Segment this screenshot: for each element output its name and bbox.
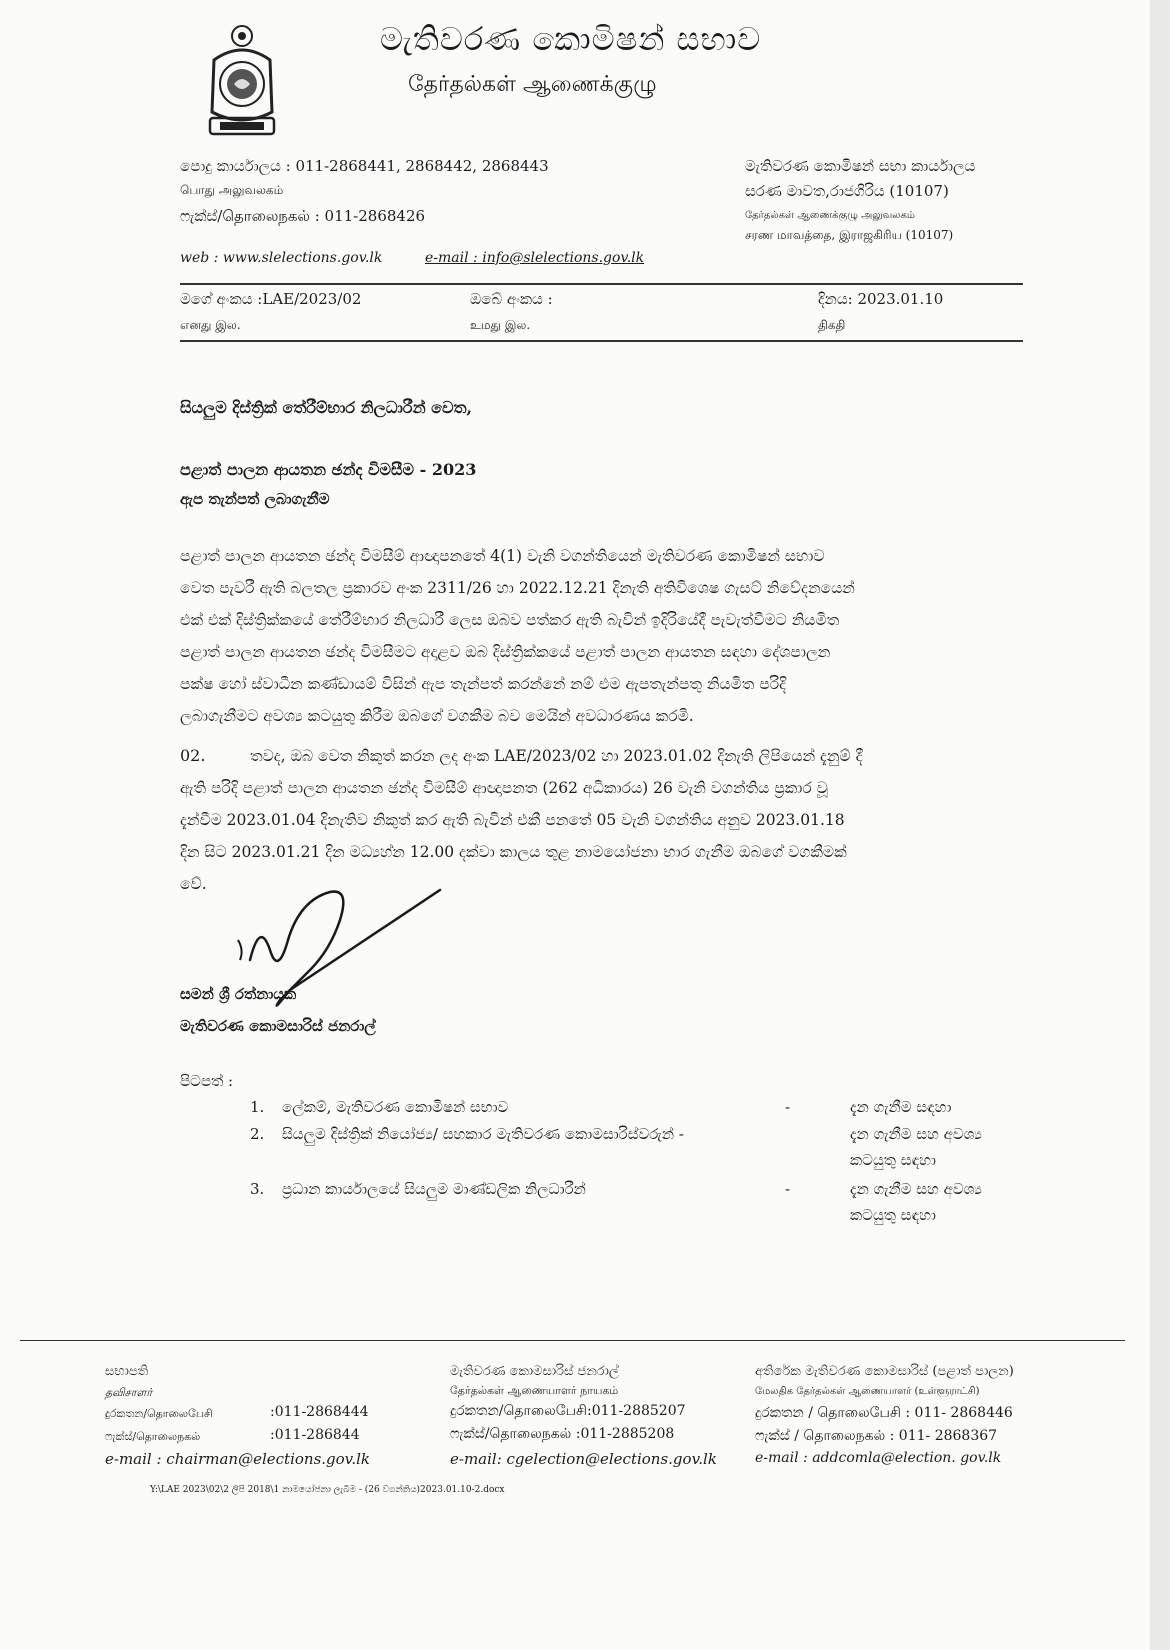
your-ref: ඔබේ අංකය :	[470, 290, 553, 308]
paragraph-2	[180, 740, 1030, 900]
signer-name: සමන් ශ්‍රී රත්නායක	[180, 985, 297, 1003]
paragraph-1	[180, 540, 1030, 732]
footer-chair-title-tamil: தவிசாளர்	[105, 1386, 153, 1399]
document-file-path: Y:\LAE 2023\02\2 ලිපි 2018\1 නාමයෝජනා ලැබීම - (26 වගන්තිය)2023.01.10-2.docx	[150, 1485, 505, 1495]
paragraph-2-line: දැන්වීම 2023.01.04 දිනැතිව නිකුත් කර ඇති බැවින් එකී පනතේ 05 වැනි වගන්තිය අනුව 2023.01.18	[180, 811, 845, 829]
paragraph-1-line: පළාත් පාලන ආයතන ඡන්ද විමසීමට අදාළව ඔබ දිස්ත්‍රික්කයේ පළාත් පාලන ආයතන සඳහා දේශපාලන	[180, 643, 831, 661]
footer-chair-fax-label: ෆැක්ස්/தொலைநகல்	[105, 1430, 201, 1443]
contact-line-3: ෆැක්ස්/தொலைநகல் : 011-2868426	[180, 207, 426, 225]
paragraph-2-number: 02.	[180, 746, 206, 765]
copy-1-purpose: දැන ගැනීම සඳහා	[850, 1098, 952, 1116]
footer-chair-title: සභාපති	[105, 1364, 149, 1379]
copy-2-recipient: සියලුම දිස්ත්‍රික් නියෝජ්‍ය/ සහකාර මැතිවරණ කොමසාරිස්වරුන් -	[282, 1125, 684, 1143]
my-ref: මගේ අංකය :LAE/2023/02	[180, 290, 362, 308]
footer-add-comm-email: e-mail : addcomla@election. gov.lk	[755, 1450, 1002, 1466]
paragraph-1-line: එක් එක් දිස්ත්‍රික්කයේ තේරීම්භාර නිලධාරී ලෙස ඔබව පත්කර ඇති බැවින් ඉදිරියේදී පැවැත්වීමට නියමිත	[180, 611, 840, 629]
org-title-tamil: தேர்தல்கள் ஆணைக்குழு	[408, 72, 657, 97]
header-divider-bottom	[180, 340, 1023, 342]
paragraph-2-line: වේ.	[180, 875, 207, 893]
footer-chair-phone: :011-2868444	[270, 1404, 369, 1420]
paragraph-2-line: ඇති පරිදි පළාත් පාලන ආයතන ඡන්ද විමසීම් ආඥාපනත (262 අධිකාරය) 26 වැනි වගන්තිය ප්‍රකාර වූ	[180, 779, 828, 797]
state-emblem-icon	[200, 20, 284, 138]
footer-cg-email: e-mail: cgelection@elections.gov.lk	[450, 1450, 717, 1468]
signature-image	[230, 880, 470, 1030]
footer-cg-phone: දුරකතන/தொலைபேசி:011-2885207	[450, 1403, 686, 1419]
your-ref-tamil: உமது இல.	[470, 318, 531, 332]
footer-cg-title-tamil: தேர்தல்கள் ஆணையாளர் நாயகம்	[450, 1384, 619, 1397]
footer-add-comm-fax: ෆැක්ස් / தொலைநகல் : 011- 2868367	[755, 1428, 998, 1444]
footer-chair-fax: :011-286844	[270, 1427, 360, 1443]
letter-date-tamil: திகதி	[818, 318, 846, 332]
right-margin-strip	[1150, 0, 1170, 1650]
footer-add-comm-phone: දුරකතන / தொலைபேசி : 011- 2868446	[755, 1405, 1013, 1421]
footer-divider	[20, 1340, 1125, 1341]
copy-2-purpose: දැන ගැනීම සහ අවශ්‍ය	[850, 1125, 982, 1143]
copy-3-purpose: කටයුතු සඳහා	[850, 1206, 936, 1224]
paragraph-1-line: වෙත පැවරී ඇති බලතල ප්‍රකාරව අංක 2311/26 හා 2022.12.21 දිනැති අතිවිශෙෂ ගැසට් නිවේදනයෙන්	[180, 579, 855, 597]
email-link[interactable]: e-mail : info@slelections.gov.lk	[425, 250, 645, 266]
org-title-sinhala: මැතිවරණ කොමිෂන් සභාව	[380, 20, 762, 58]
copy-1-dash: -	[785, 1098, 791, 1116]
address-line-3: தேர்தல்கள் ஆணைக்குழு அலுவலகம்	[745, 210, 915, 221]
copy-3-dash: -	[785, 1180, 791, 1198]
copy-3-recipient: ප්‍රධාන කාර්යාලයේ සියලුම මාණ්ඩලික නිලධාරීන්	[282, 1180, 586, 1198]
letter-date: දිනය: 2023.01.10	[818, 290, 944, 308]
paragraph-1-line: පක්ෂ හෝ ස්වාධීන කණ්ඩායම් විසින් ඇප තැන්පත් කරන්නේ නම් එම ඇපතැන්පතු නියමිත පරිදි	[180, 675, 787, 693]
copy-2-number: 2.	[250, 1125, 265, 1143]
footer-cg-title: මැතිවරණ කොමසාරිස් ජනරාල්	[450, 1364, 619, 1379]
salutation: සියලුම දිස්ත්‍රික් තේරීම්භාර නිලධාරීන් වෙත,	[180, 398, 473, 417]
copy-1-recipient: ලේකම්, මැතිවරණ කොමිෂන් සභාව	[282, 1098, 509, 1116]
signer-title: මැතිවරණ කොමසාරිස් ජනරාල්	[180, 1017, 376, 1035]
footer-add-comm-title: අතිරේක මැතිවරණ කොමසාරිස් (පළාත් පාලන)	[755, 1364, 1014, 1379]
subject-line-1: පළාත් පාලන ආයතන ඡන්ද විමසීම - 2023	[180, 460, 477, 479]
copy-3-purpose: දැන ගැනීම සහ අවශ්‍ය	[850, 1180, 982, 1198]
copy-3-number: 3.	[250, 1180, 265, 1198]
my-ref-tamil: எனது இல.	[180, 318, 241, 332]
header-divider-top	[180, 283, 1023, 285]
address-line-4: சரண மாவத்தை, இராஜகிரிய (10107)	[745, 228, 954, 242]
paragraph-1-line: පළාත් පාලන ආයතන ඡන්ද විමසීම් ආඥාපනතේ 4(1) වැනි වගන්තියෙන් මැතිවරණ කොමිෂන් සභාව	[180, 547, 825, 565]
footer-chair-email: e-mail : chairman@elections.gov.lk	[105, 1450, 371, 1468]
footer-add-comm-title-tamil: மேலதிக தேர்தல்கள் ஆணையாளர் (உள்ளூராட்சி)	[755, 1386, 980, 1397]
paragraph-2-line: දින සිට 2023.01.21 දින මධ්‍යහ්න 12.00 දක්වා කාලය තුළ නාමයෝජනා භාර ගැනීම ඔබගේ වගකීමක්	[180, 843, 847, 861]
copy-1-number: 1.	[250, 1098, 265, 1116]
copy-2-purpose: කටයුතු සඳහා	[850, 1151, 936, 1169]
paragraph-2-line: තවද, ඔබ වෙත නිකුත් කරන ලද අංක LAE/2023/02 හා 2023.01.02 දිනැති ලිපියෙන් දැනුම් දී	[250, 747, 863, 765]
paragraph-1-line: ලබාගැනීමට අවශ්‍ය කටයුතු කිරීම ඔබගේ වගකීම බව මෙයින් අවධාරණය කරමි.	[180, 707, 694, 725]
subject-line-2: ඇප තැන්පත් ලබාගැනීම	[180, 490, 330, 508]
website-link[interactable]: web : www.slelections.gov.lk	[180, 250, 383, 266]
address-line-1: මැතිවරණ කොමිෂන් සභා කාර්යාලය	[745, 157, 976, 175]
copies-label: පිටපත් :	[180, 1072, 234, 1090]
contact-line-1: පොදු කාර්යාලය : 011-2868441, 2868442, 2868443	[180, 157, 549, 175]
footer-cg-fax: ෆැක්ස්/தொலைநகல் :011-2885208	[450, 1426, 675, 1442]
footer-chair-phone-label: දුරකතන/தொலைபேசி	[105, 1407, 213, 1420]
contact-line-2: பொது அலுவலகம்	[180, 183, 284, 197]
address-line-2: සරණ මාවත,රාජගිරිය (10107)	[745, 182, 949, 200]
